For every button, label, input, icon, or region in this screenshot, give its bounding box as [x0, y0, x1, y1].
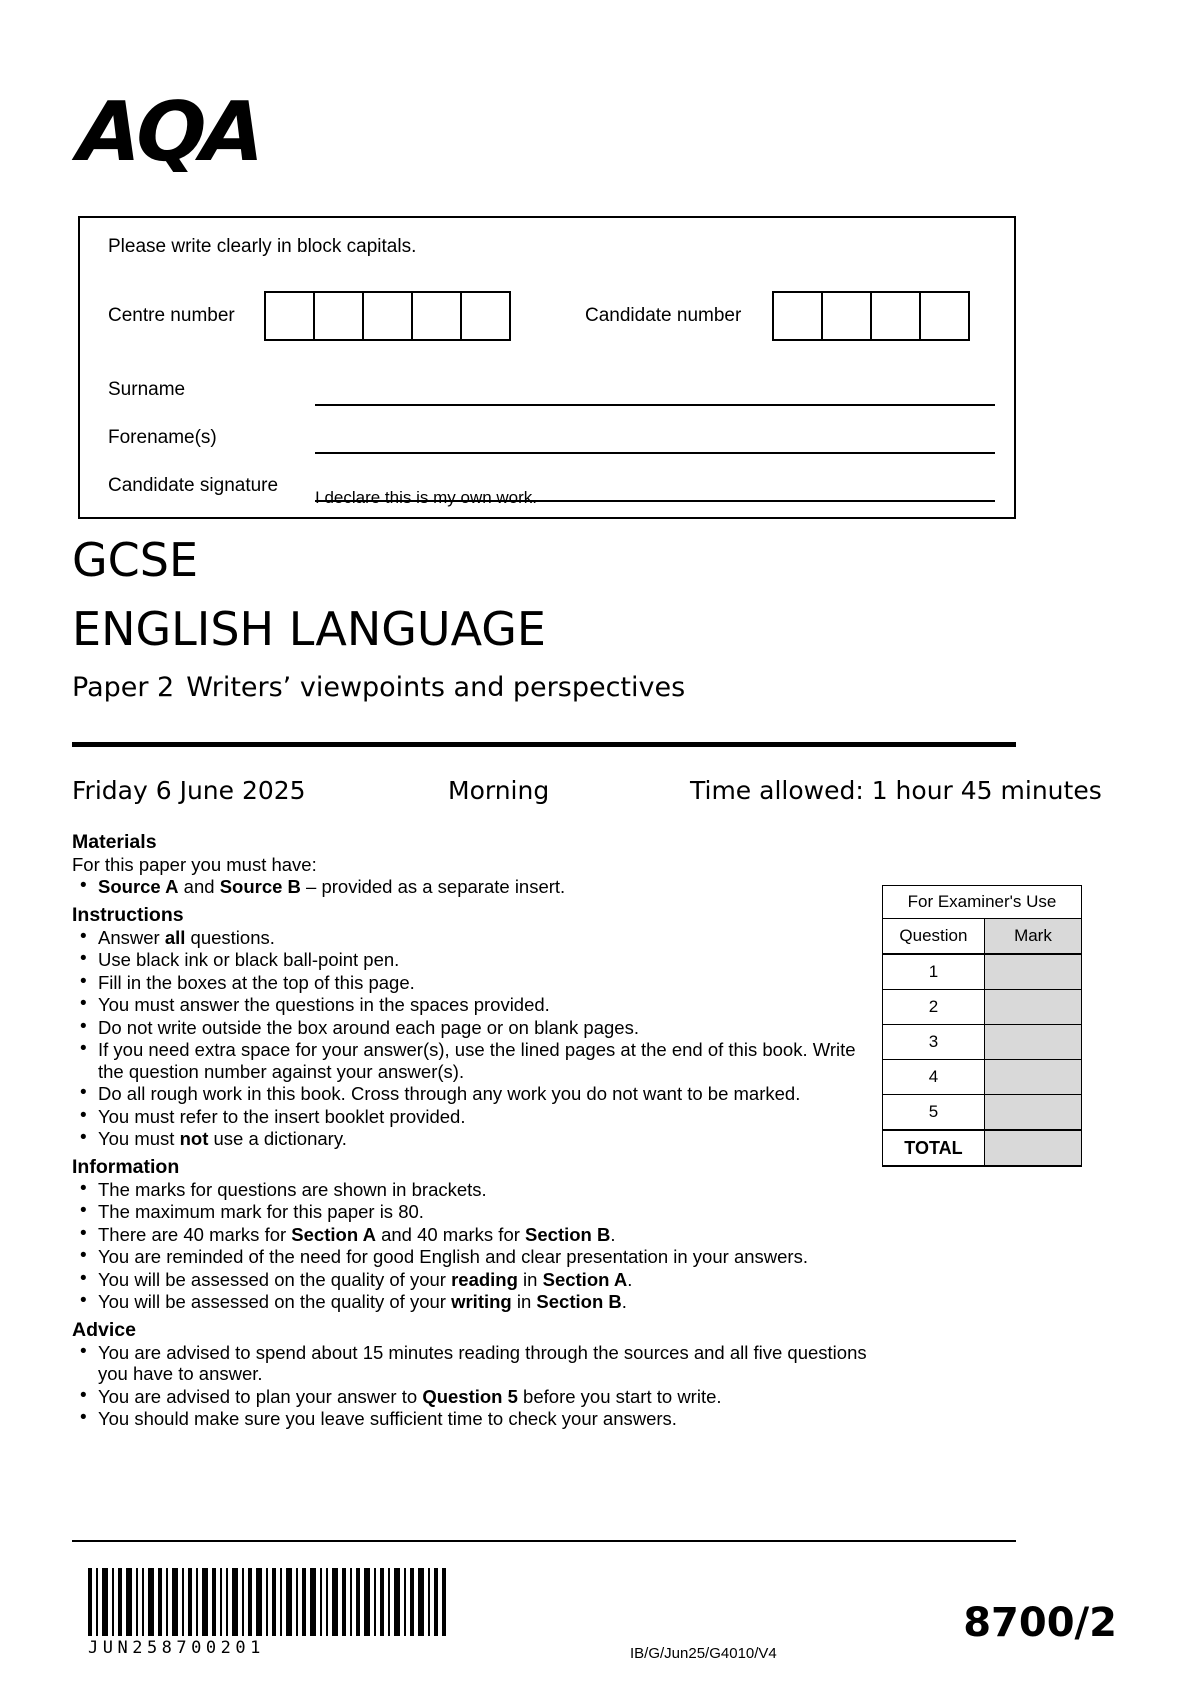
paper-subtitle: Writers’ viewpoints and perspectives	[186, 672, 686, 703]
mark-entry[interactable]	[984, 954, 1081, 990]
subject-title: ENGLISH LANGUAGE	[72, 602, 546, 656]
table-row	[883, 1025, 1082, 1060]
centre-number-cell[interactable]	[264, 291, 315, 341]
list-item: • Do all rough work in this book. Cross through any work you do not want to be marked.	[72, 1083, 882, 1105]
table-row	[883, 1095, 1082, 1131]
table-row	[883, 1060, 1082, 1095]
candidate-number-cell[interactable]	[821, 291, 872, 341]
materials-intro: For this paper you must have:	[72, 854, 317, 875]
table-row-total	[883, 1130, 1082, 1166]
materials-heading: Materials	[72, 831, 157, 853]
ib-reference-code: IB/G/Jun25/G4010/V4	[630, 1645, 777, 1662]
candidate-signature-label: Candidate signature	[108, 475, 279, 496]
candidate-number-label: Candidate number	[585, 305, 742, 326]
examiner-table-col-question: Question	[883, 919, 985, 955]
list-item: • Do not write outside the box around each page or on blank pages.	[72, 1017, 882, 1039]
examiner-use-table	[882, 885, 1082, 1167]
list-item: • You are reminded of the need for good English and clear presentation in your answers.	[72, 1246, 882, 1268]
paper-code: 8700/2	[963, 1600, 1117, 1646]
table-row	[883, 990, 1082, 1025]
information-list	[72, 1179, 882, 1313]
centre-number-cell[interactable]	[313, 291, 364, 341]
qualification-title: GCSE	[72, 533, 199, 587]
footer-divider	[72, 1540, 1016, 1542]
centre-number-input[interactable]	[264, 291, 511, 341]
question-number: 3	[883, 1025, 985, 1060]
exam-date: Friday 6 June 2025	[72, 776, 306, 805]
mark-entry[interactable]	[984, 1025, 1081, 1060]
exam-session: Morning	[448, 776, 550, 805]
information-heading: Information	[72, 1155, 180, 1178]
list-item: • If you need extra space for your answer(s), use the lined pages at the end of this book. Write the question number against your answer(s).	[72, 1039, 882, 1082]
barcode-number: JUN258700201	[88, 1638, 265, 1658]
candidate-number-cell[interactable]	[772, 291, 823, 341]
list-item: • You should make sure you leave sufficient time to check your answers.	[72, 1408, 882, 1430]
list-item: • You will be assessed on the quality of your reading in Section A.	[72, 1269, 882, 1291]
total-label: TOTAL	[883, 1130, 985, 1166]
block-capitals-instruction: Please write clearly in block capitals.	[108, 236, 417, 257]
centre-number-cell[interactable]	[411, 291, 462, 341]
centre-number-label: Centre number	[108, 305, 235, 326]
candidate-number-cell[interactable]	[870, 291, 921, 341]
list-item: • You must refer to the insert booklet provided.	[72, 1106, 882, 1128]
table-row	[883, 954, 1082, 990]
list-item: • Fill in the boxes at the top of this page.	[72, 972, 882, 994]
paper-title-line	[72, 672, 685, 703]
question-number: 5	[883, 1095, 985, 1131]
title-divider	[72, 742, 1016, 747]
declaration-text: I declare this is my own work.	[315, 488, 538, 507]
list-item: • You must answer the questions in the spaces provided.	[72, 994, 882, 1016]
mark-entry[interactable]	[984, 990, 1081, 1025]
list-item: • You are advised to spend about 15 minutes reading through the sources and all five questions you have to answer.	[72, 1342, 882, 1385]
exam-time-allowed: Time allowed: 1 hour 45 minutes	[690, 776, 1102, 805]
centre-number-cell[interactable]	[460, 291, 511, 341]
list-item: • Use black ink or black ball-point pen.	[72, 949, 882, 971]
candidate-number-cell[interactable]	[919, 291, 970, 341]
materials-list	[72, 876, 882, 898]
candidate-number-input[interactable]	[772, 291, 970, 341]
examiner-table-title: For Examiner's Use	[883, 886, 1082, 919]
candidate-details-box	[78, 216, 1016, 519]
instructions-heading: Instructions	[72, 903, 184, 926]
list-item: • The maximum mark for this paper is 80.	[72, 1201, 882, 1223]
aqa-logo: AQA	[76, 85, 262, 180]
barcode	[88, 1568, 448, 1636]
paper-number: Paper 2	[72, 672, 175, 703]
paper-instructions	[72, 830, 882, 1431]
surname-label: Surname	[108, 379, 186, 400]
list-item: • There are 40 marks for Section A and 40 marks for Section B.	[72, 1224, 882, 1246]
list-item: • You will be assessed on the quality of your writing in Section B.	[72, 1291, 882, 1313]
list-item: • Answer all questions.	[72, 927, 882, 949]
question-number: 4	[883, 1060, 985, 1095]
list-item: • The marks for questions are shown in brackets.	[72, 1179, 882, 1201]
examiner-table-col-mark: Mark	[984, 919, 1081, 955]
list-item: • You are advised to plan your answer to Question 5 before you start to write.	[72, 1386, 882, 1408]
mark-entry[interactable]	[984, 1060, 1081, 1095]
mark-entry[interactable]	[984, 1095, 1081, 1131]
surname-field[interactable]	[315, 404, 995, 406]
advice-list	[72, 1342, 882, 1430]
list-item: • You must not use a dictionary.	[72, 1128, 882, 1150]
question-number: 1	[883, 954, 985, 990]
advice-heading: Advice	[72, 1318, 136, 1341]
instructions-list	[72, 927, 882, 1150]
total-mark-entry[interactable]	[984, 1130, 1081, 1166]
forenames-label: Forename(s)	[108, 427, 217, 448]
forenames-field[interactable]	[315, 452, 995, 454]
question-number: 2	[883, 990, 985, 1025]
centre-number-cell[interactable]	[362, 291, 413, 341]
list-item: • Source A and Source B – provided as a separate insert.	[72, 876, 882, 898]
